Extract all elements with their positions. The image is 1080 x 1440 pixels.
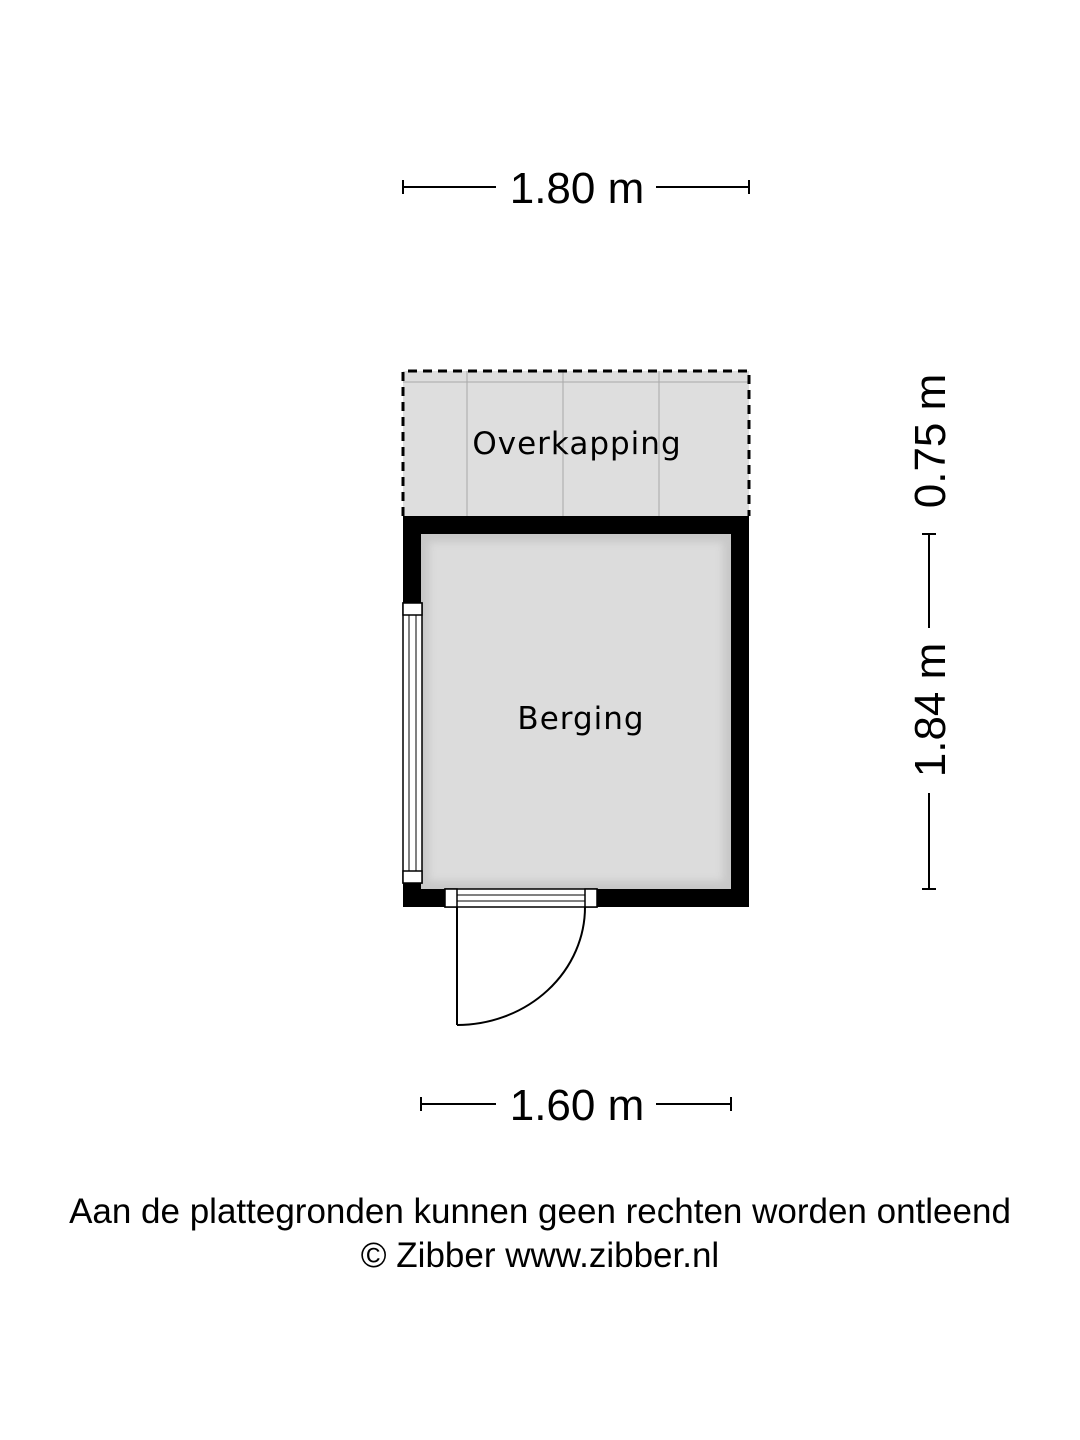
bottom-width-label: 1.60 m [509, 1081, 645, 1130]
copyright-text: © Zibber www.zibber.nl [360, 1236, 720, 1275]
berging-depth-label: 1.84 m [906, 642, 955, 778]
top-width-label: 1.80 m [509, 164, 645, 213]
berging-room [403, 516, 749, 907]
disclaimer-text: Aan de plattegronden kunnen geen rechten worden ontleend [69, 1192, 1011, 1231]
bottom-width-dimension [421, 1081, 731, 1130]
door-swing [457, 907, 585, 1025]
top-width-dimension [403, 164, 749, 213]
overkapping-depth-label: 0.75 m [906, 373, 955, 509]
overkapping-label: Overkapping [472, 426, 682, 462]
overkapping-area [403, 371, 749, 516]
overkapping-depth-dimension [906, 374, 955, 509]
berging-label: Berging [517, 701, 645, 737]
berging-depth-dimension [906, 534, 955, 889]
